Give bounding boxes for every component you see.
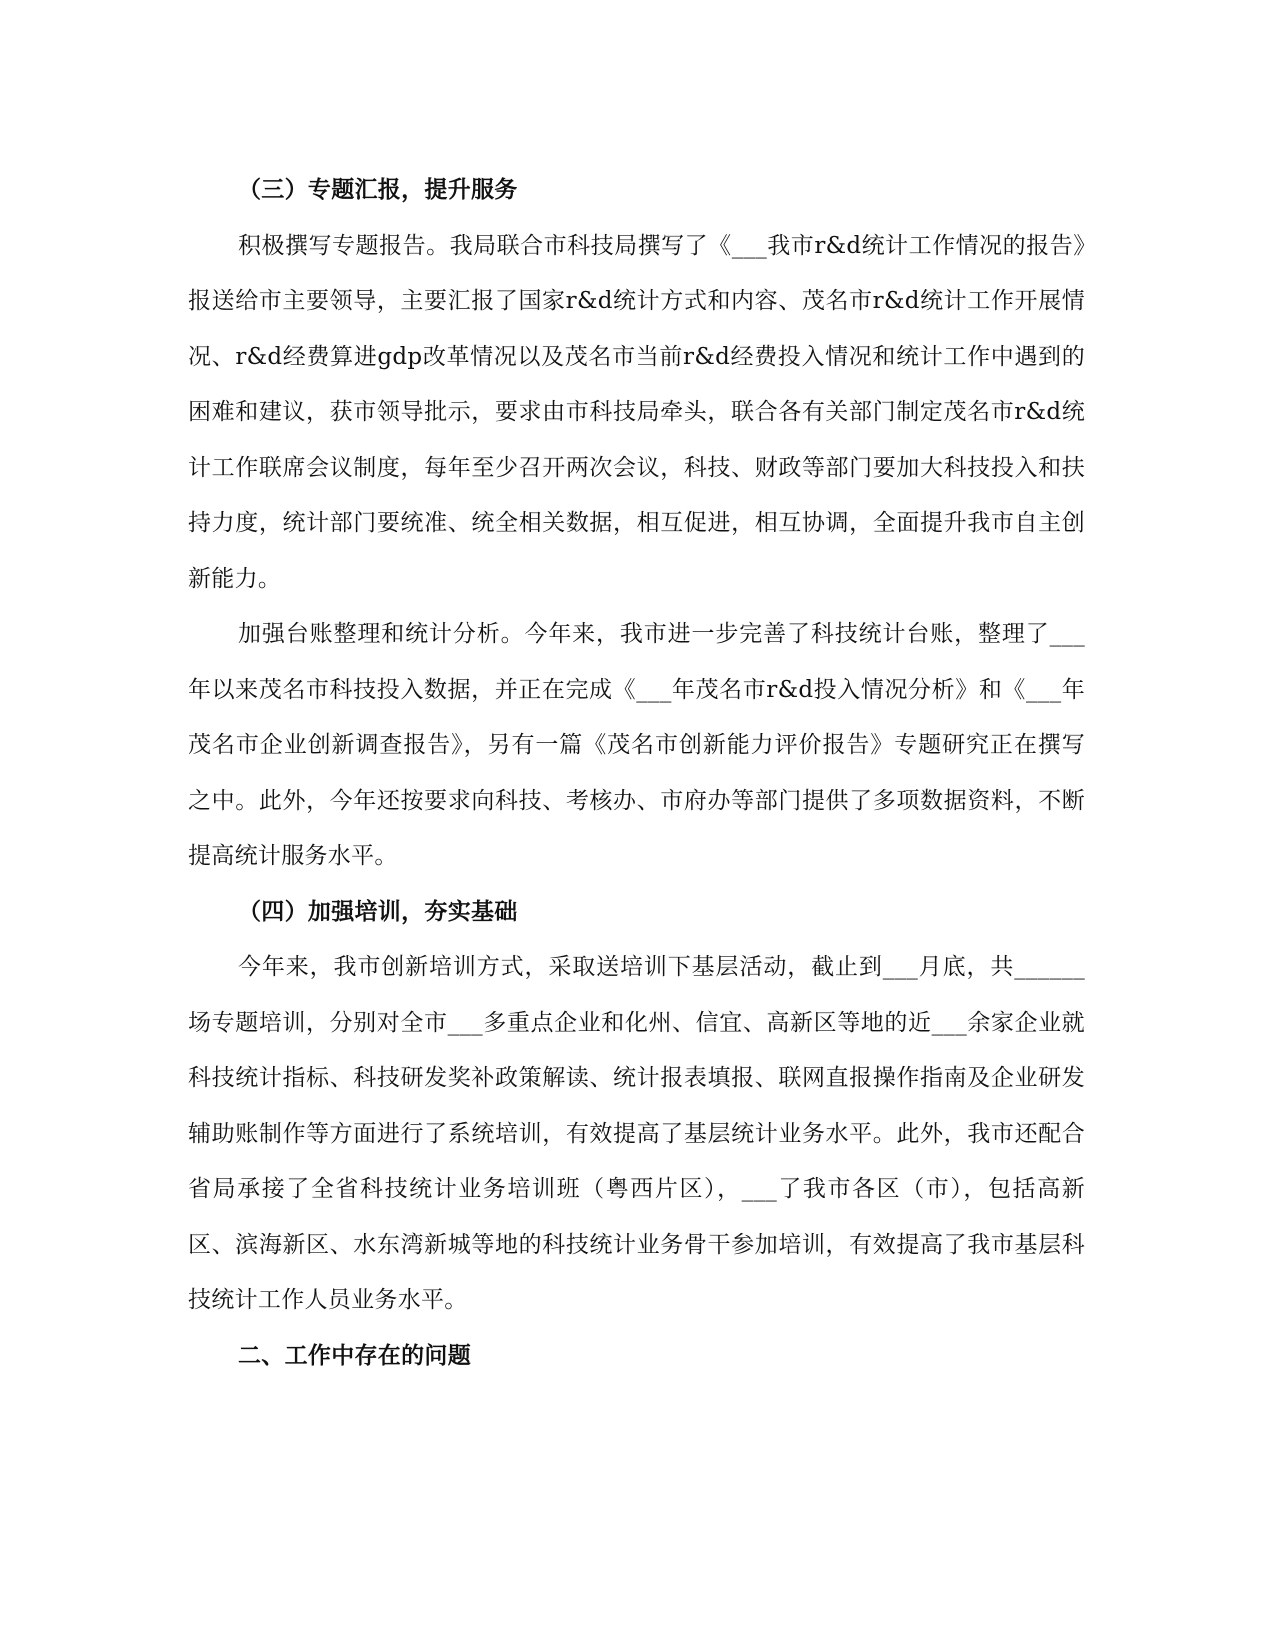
section-heading-problems: 二、工作中存在的问题 <box>238 1342 471 1369</box>
section-heading-4: （四）加强培训，夯实基础 <box>238 898 518 925</box>
paragraph-training: 今年来，我市创新培训方式，采取送培训下基层活动，截止到___月底，共______场专题培训，分别对全市___多重点企业和化州、信宜、高新区等地的近___余家企业就科技统计指标、科技研发奖补政策解读、统计报表填报、联网直报操作指南及企业研发辅助账制作等方面进行了系统培训，有效提高了基层统计业务水平。此外，我市还配合省局承接了全省科技统计业务培训班（粤西片区），___了我市各区（市），包括高新区、滨海新区、水东湾新城等地的科技统计业务骨干参加培训，有效提高了我市基层科技统计工作人员业务水平。 <box>188 954 1085 1313</box>
section-heading-3: （三）专题汇报，提升服务 <box>238 177 518 203</box>
document-page <box>188 163 1085 1384</box>
paragraph-ledger-analysis: 加强台账整理和统计分析。今年来，我市进一步完善了科技统计台账，整理了___年以来茂名市科技投入数据，并正在完成《___年茂名市r&d投入情况分析》和《___年茂名市企业创新调查报告》，另有一篇《茂名市创新能力评价报告》专题研究正在撰写之中。此外，今年还按要求向科技、考核办、市府办等部门提供了多项数据资料，不断提高统计服务水平。 <box>188 621 1085 869</box>
paragraph-special-report: 积极撰写专题报告。我局联合市科技局撰写了《___我市r&d统计工作情况的报告》报送给市主要领导，主要汇报了国家r&d统计方式和内容、茂名市r&d统计工作开展情况、r&d经费算进gdp改革情况以及茂名市当前r&d经费投入情况和统计工作中遇到的困难和建议，获市领导批示，要求由市科技局牵头，联合各有关部门制定茂名市r&d统计工作联席会议制度，每年至少召开两次会议，科技、财政等部门要加大科技投入和扶持力度，统计部门要统准、统全相关数据，相互促进，相互协调，全面提升我市自主创新能力。 <box>188 232 1085 592</box>
